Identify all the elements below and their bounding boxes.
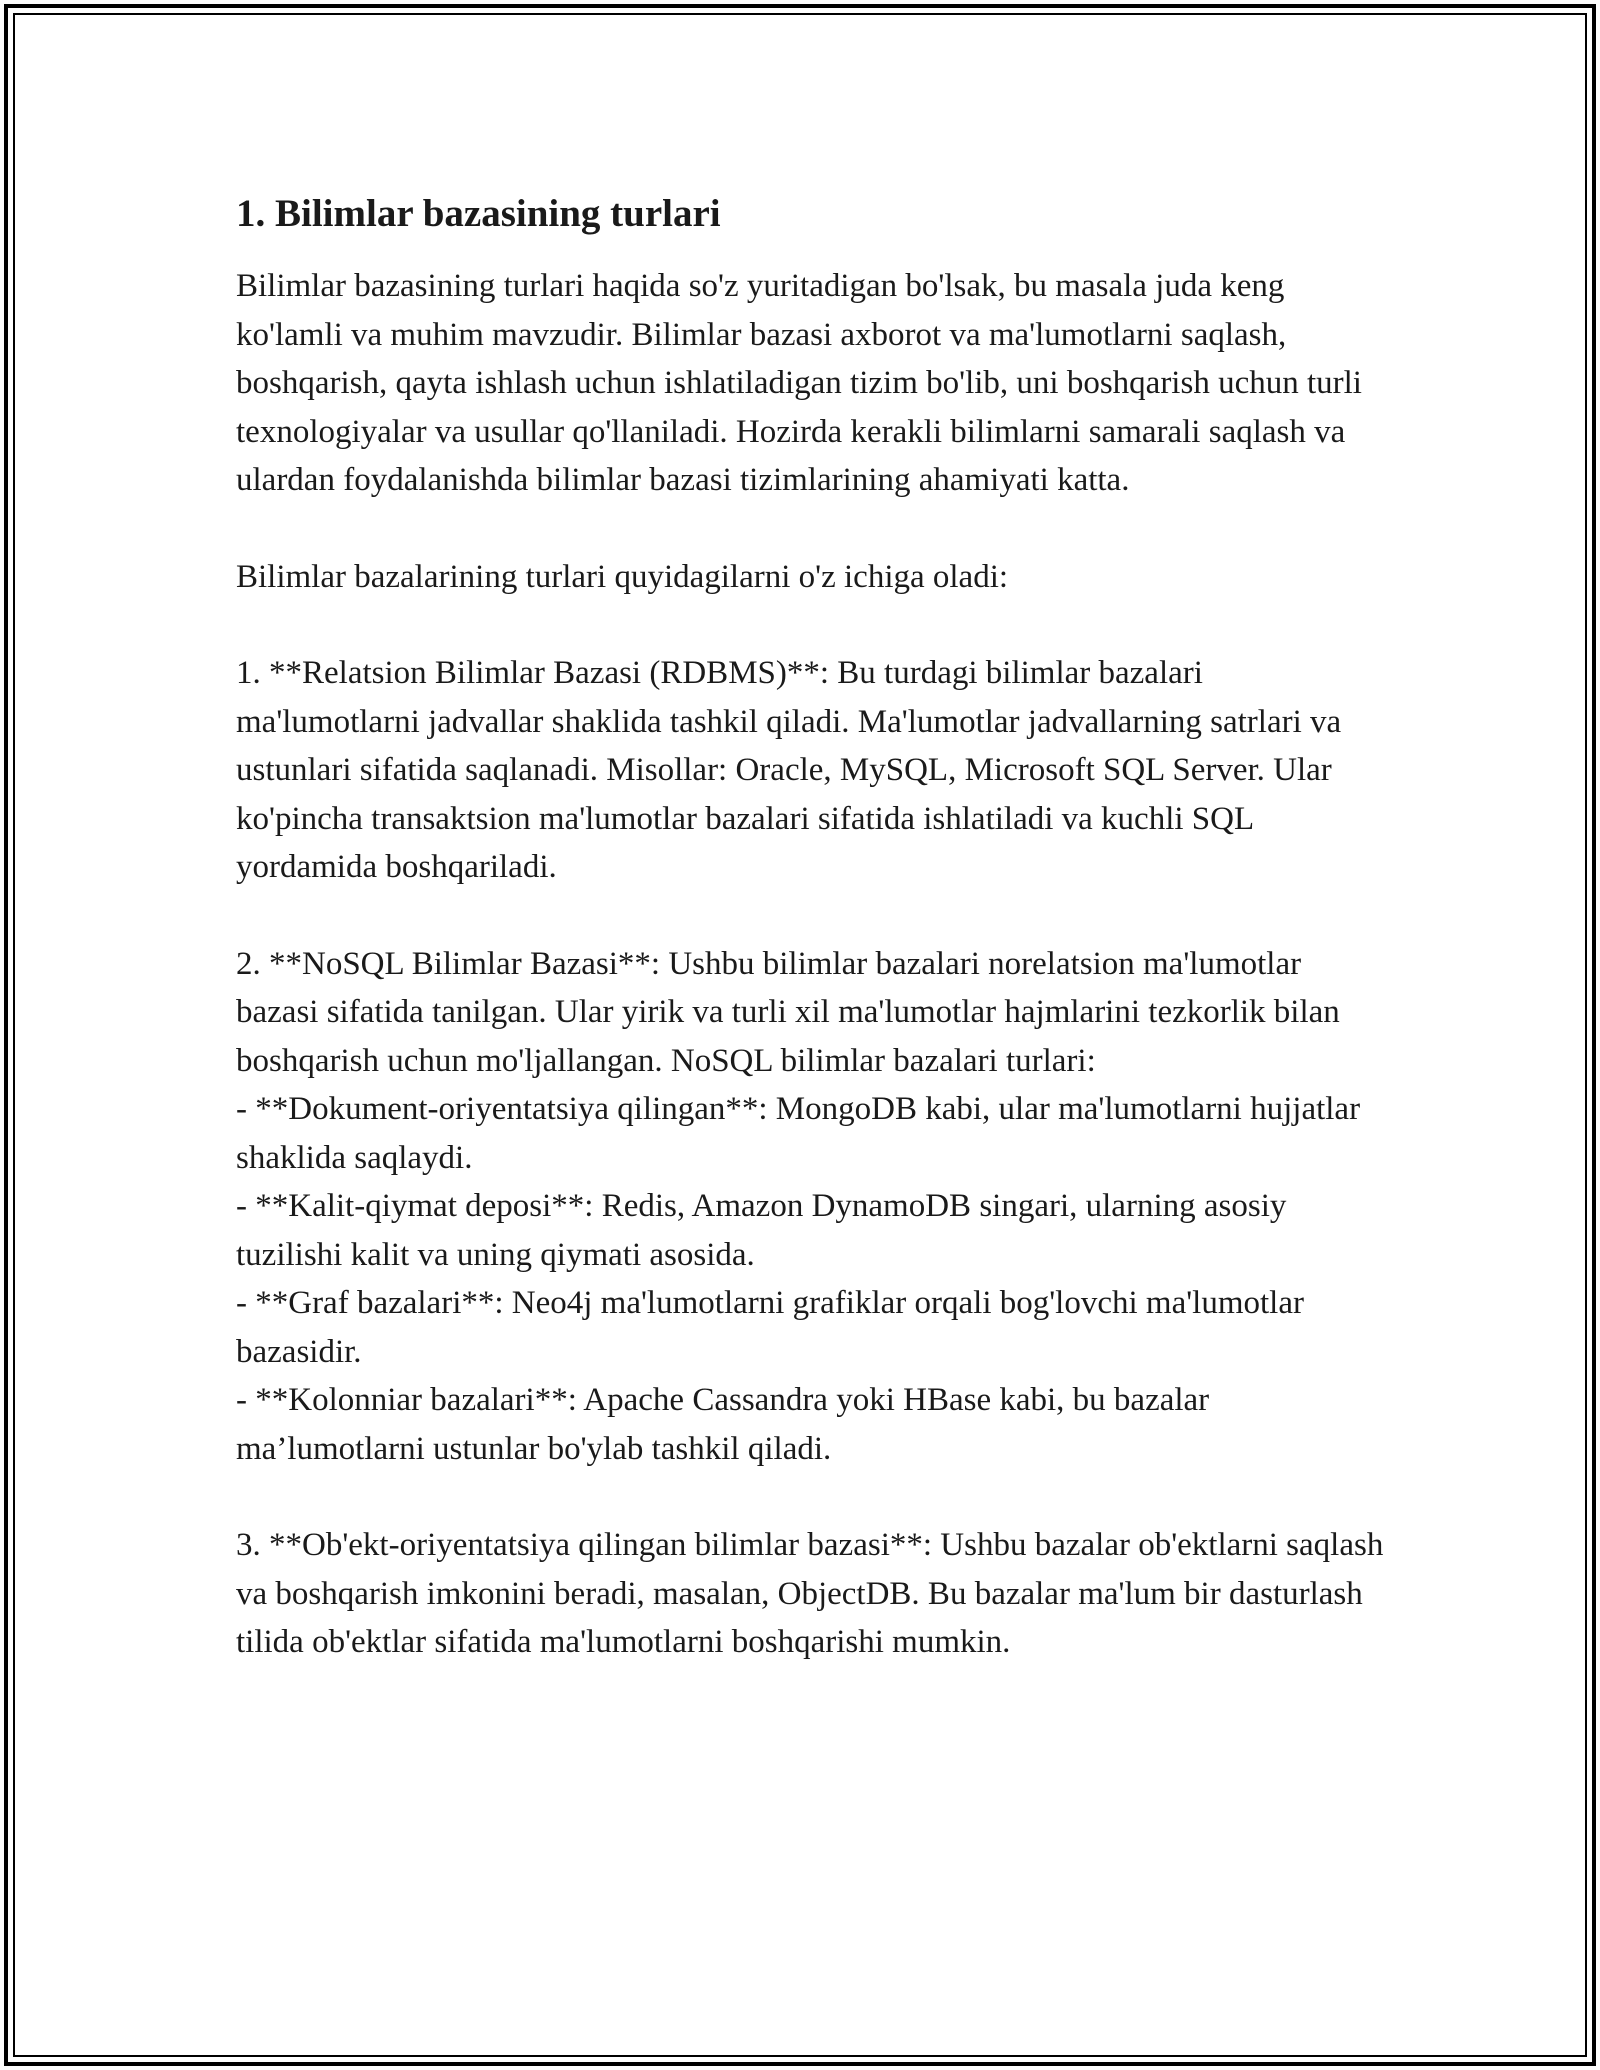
list-item-object-oriented: 3. **Ob'ekt-oriyentatsiya qilingan bilimlar bazasi**: Ushbu bazalar ob'ektlarni saqlash va boshqarish imkonini beradi, masalan, ObjectDB. Bu bazalar ma'lum bir dasturlash tilida ob'ektlar sifatida ma'lumotlarni boshqarishi mumkin. xyxy=(236,1527,1384,1660)
document-body xyxy=(236,188,1386,1667)
list-item-relational: 1. **Relatsion Bilimlar Bazasi (RDBMS)**: Bu turdagi bilimlar bazalari ma'lumotlarni jadvallar shaklida tashkil qiladi. Ma'lumotlar jadvallarning satrlari va ustunlari sifatida saqlanadi. Misollar: Oracle, MySQL, Microsoft SQL Server. Ular ko'pincha transaktsion ma'lumotlar bazalari sifatida ishlatiladi va kuchli SQL yordamida boshqariladi. xyxy=(236,655,1342,885)
intro-paragraph: Bilimlar bazasining turlari haqida so'z yuritadigan bo'lsak, bu masala juda keng ko'lamli va muhim mavzudir. Bilimlar bazasi axborot va ma'lumotlarni saqlash, boshqarish, qayta ishlash uchun ishlatiladigan tizim bo'lib, uni boshqarish uchun turli texnologiyalar va usullar qo'llaniladi. Hozirda kerakli bilimlarni samarali saqlash va ulardan foydalanishda bilimlar bazasi tizimlarining ahamiyati katta. xyxy=(236,268,1362,498)
list-lead-paragraph: Bilimlar bazalarining turlari quyidagilarni o'z ichiga oladi: xyxy=(236,558,1009,595)
section-heading: 1. Bilimlar bazasining turlari xyxy=(236,192,721,235)
list-item-nosql: 2. **NoSQL Bilimlar Bazasi**: Ushbu bilimlar bazalari norelatsion ma'lumotlar bazasi sifatida tanilgan. Ular yirik va turli xil ma'lumotlar hajmlarini tezkorlik bilan boshqarish uchun mo'ljallangan. NoSQL bilimlar bazalari turlari: - **Dokument-oriyentatsiya qilingan**: MongoDB kabi, ular ma'lumotlarni hujjatlar shaklida saqlaydi. - **Kalit-qiymat deposi**: Redis, Amazon DynamoDB singari, ularning asosiy tuzilishi kalit va uning qiymati asosida. - **Graf bazalari**: Neo4j ma'lumotlarni grafiklar orqali bog'lovchi ma'lumotlar bazasidir. - **Kolonniar bazalari**: Apache Cassandra yoki HBase kabi, bu bazalar ma’lumotlarni ustunlar bo'ylab tashkil qiladi. xyxy=(236,945,1361,1467)
